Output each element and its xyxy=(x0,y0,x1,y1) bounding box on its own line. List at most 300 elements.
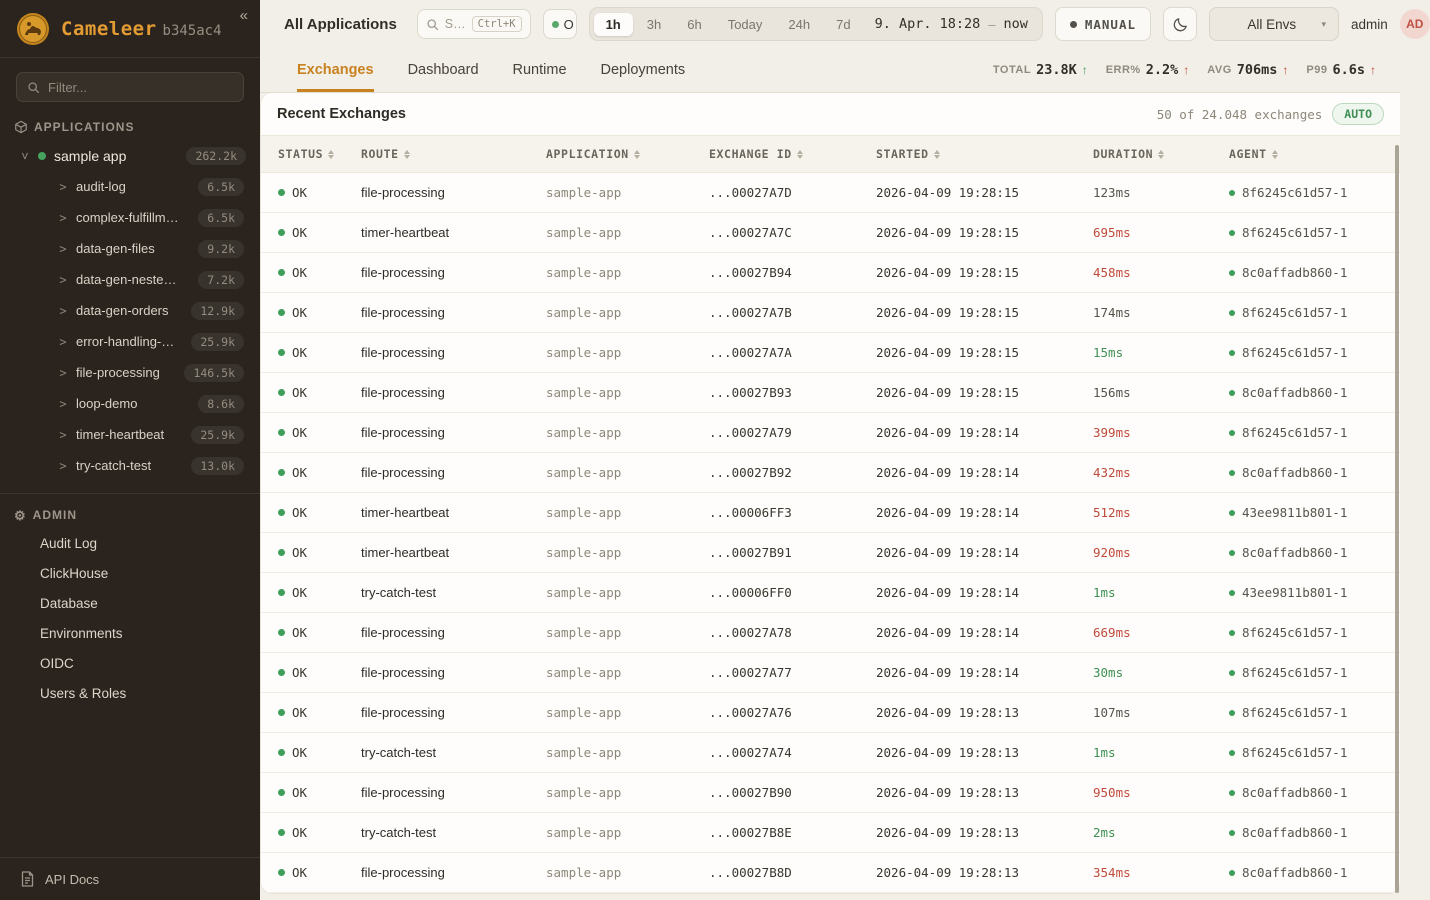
agent-cell xyxy=(1229,585,1400,600)
environment-value: All Envs xyxy=(1247,16,1297,32)
column-header[interactable] xyxy=(876,147,1093,161)
application-cell: sample-app xyxy=(546,225,622,240)
status-ok-dot xyxy=(278,549,285,556)
environment-select[interactable] xyxy=(1209,7,1339,41)
route-count-badge: 9.2k xyxy=(198,240,244,258)
agent-id: 8f6245c61d57-1 xyxy=(1242,425,1348,440)
application-cell: sample-app xyxy=(546,185,622,200)
duration-cell: 432ms xyxy=(1093,465,1131,480)
status-text: OK xyxy=(292,225,308,240)
column-header[interactable] xyxy=(709,147,876,161)
application-cell: sample-app xyxy=(546,425,622,440)
admin-menu-item[interactable]: Database xyxy=(40,595,98,611)
avatar[interactable]: AD xyxy=(1400,9,1430,39)
agent-id: 8c0affadb860-1 xyxy=(1242,385,1348,400)
agent-cell xyxy=(1229,865,1400,880)
panel-title: Recent Exchanges xyxy=(277,106,406,122)
sidebar-item-sample-app[interactable] xyxy=(0,140,260,171)
status-cell xyxy=(278,225,361,240)
agent-id: 8f6245c61d57-1 xyxy=(1242,745,1348,760)
agent-cell xyxy=(1229,425,1400,440)
route-cell: file-processing xyxy=(361,865,445,880)
time-range-button[interactable]: 7d xyxy=(824,13,862,36)
route-cell: file-processing xyxy=(361,305,445,320)
sort-icon xyxy=(1272,150,1278,159)
status-cell xyxy=(278,465,361,480)
duration-cell: 1ms xyxy=(1093,745,1116,760)
sidebar-route-item[interactable] xyxy=(0,388,260,419)
exchange-id-cell: ...00027A7A xyxy=(709,345,792,360)
column-header[interactable] xyxy=(546,147,709,161)
route-cell: file-processing xyxy=(361,185,445,200)
online-status-label: O xyxy=(563,16,574,32)
chevron-right-icon: > xyxy=(59,458,67,473)
route-cell: file-processing xyxy=(361,465,445,480)
search-placeholder: S… xyxy=(444,17,466,31)
status-cell xyxy=(278,625,361,640)
application-cell: sample-app xyxy=(546,585,622,600)
column-header[interactable] xyxy=(1229,147,1400,161)
tab[interactable]: Deployments xyxy=(600,62,686,78)
application-cell: sample-app xyxy=(546,265,622,280)
agent-cell xyxy=(1229,465,1400,480)
table-row[interactable] xyxy=(261,493,1400,533)
duration-cell: 354ms xyxy=(1093,865,1131,880)
scrollbar[interactable] xyxy=(1395,145,1399,893)
duration-cell: 669ms xyxy=(1093,625,1131,640)
status-ok-dot xyxy=(278,669,285,676)
sidebar-route-item[interactable] xyxy=(0,171,260,202)
sidebar-route-item[interactable] xyxy=(0,419,260,450)
application-cell: sample-app xyxy=(546,545,622,560)
sidebar-route-item[interactable] xyxy=(0,326,260,357)
duration-cell: 399ms xyxy=(1093,425,1131,440)
status-cell xyxy=(278,385,361,400)
cameleer-logo-icon xyxy=(16,12,50,46)
status-text: OK xyxy=(292,865,308,880)
tab[interactable]: Exchanges xyxy=(297,48,374,92)
started-cell: 2026-04-09 19:28:13 xyxy=(876,705,1019,720)
agent-cell xyxy=(1229,265,1400,280)
table-row[interactable] xyxy=(261,853,1400,893)
agent-id: 8c0affadb860-1 xyxy=(1242,825,1348,840)
route-cell: try-catch-test xyxy=(361,745,437,760)
table-row[interactable] xyxy=(261,253,1400,293)
agent-status-dot xyxy=(1229,390,1235,396)
status-ok-dot xyxy=(278,269,285,276)
route-cell: file-processing xyxy=(361,265,445,280)
table-row[interactable] xyxy=(261,213,1400,253)
trend-arrow-icon: ↑ xyxy=(1282,63,1289,77)
time-range-button[interactable]: Today xyxy=(716,13,775,36)
route-cell: try-catch-test xyxy=(361,825,437,840)
table-row[interactable] xyxy=(261,773,1400,813)
agent-cell xyxy=(1229,825,1400,840)
started-cell: 2026-04-09 19:28:15 xyxy=(876,185,1019,200)
application-cell: sample-app xyxy=(546,385,622,400)
time-range-button[interactable]: 3h xyxy=(635,13,673,36)
agent-id: 8c0affadb860-1 xyxy=(1242,465,1348,480)
duration-cell: 512ms xyxy=(1093,505,1131,520)
route-name: data-gen-neste… xyxy=(76,272,177,287)
agent-cell xyxy=(1229,225,1400,240)
chevron-right-icon: > xyxy=(59,303,67,318)
status-ok-dot xyxy=(278,309,285,316)
exchange-id-cell: ...00027A74 xyxy=(709,745,792,760)
column-label: AGENT xyxy=(1229,147,1267,161)
duration-cell: 920ms xyxy=(1093,545,1131,560)
table-row[interactable] xyxy=(261,813,1400,853)
app-count-badge: 262.2k xyxy=(186,147,246,165)
application-cell: sample-app xyxy=(546,305,622,320)
status-ok-dot xyxy=(278,349,285,356)
agent-id: 8c0affadb860-1 xyxy=(1242,785,1348,800)
agent-status-dot xyxy=(1229,590,1235,596)
status-cell xyxy=(278,705,361,720)
time-range-buttons xyxy=(594,13,863,36)
status-ok-dot xyxy=(278,509,285,516)
agent-id: 43ee9811b801-1 xyxy=(1242,505,1348,520)
agent-id: 8f6245c61d57-1 xyxy=(1242,225,1348,240)
admin-label: ADMIN xyxy=(32,508,77,522)
route-count-badge: 146.5k xyxy=(184,364,244,382)
route-cell: file-processing xyxy=(361,385,445,400)
sort-icon xyxy=(797,150,803,159)
stat xyxy=(993,62,1088,78)
tab[interactable]: Dashboard xyxy=(407,62,479,78)
column-header[interactable] xyxy=(278,147,361,161)
agent-cell xyxy=(1229,785,1400,800)
route-name: file-processing xyxy=(76,365,160,380)
status-text: OK xyxy=(292,625,308,640)
status-text: OK xyxy=(292,425,308,440)
application-cell: sample-app xyxy=(546,865,622,880)
agent-cell xyxy=(1229,345,1400,360)
exchange-id-cell: ...00027A7D xyxy=(709,185,792,200)
sidebar-header xyxy=(0,0,260,58)
stat xyxy=(1306,62,1376,78)
status-ok-dot xyxy=(278,869,285,876)
status-cell xyxy=(278,825,361,840)
application-cell: sample-app xyxy=(546,745,622,760)
tabs-row xyxy=(260,48,1400,93)
column-label: STATUS xyxy=(278,147,324,161)
agent-cell xyxy=(1229,185,1400,200)
status-cell xyxy=(278,785,361,800)
route-count-badge: 25.9k xyxy=(191,333,244,351)
status-ok-dot xyxy=(278,789,285,796)
started-cell: 2026-04-09 19:28:15 xyxy=(876,265,1019,280)
agent-status-dot xyxy=(1229,630,1235,636)
route-cell: try-catch-test xyxy=(361,585,437,600)
application-cell: sample-app xyxy=(546,625,622,640)
sidebar-route-item[interactable] xyxy=(0,264,260,295)
status-text: OK xyxy=(292,305,308,320)
started-cell: 2026-04-09 19:28:15 xyxy=(876,225,1019,240)
application-cell: sample-app xyxy=(546,705,622,720)
agent-id: 8f6245c61d57-1 xyxy=(1242,185,1348,200)
started-cell: 2026-04-09 19:28:13 xyxy=(876,745,1019,760)
admin-menu-item[interactable]: ClickHouse xyxy=(40,565,109,581)
agent-cell xyxy=(1229,705,1400,720)
agent-id: 43ee9811b801-1 xyxy=(1242,585,1348,600)
status-cell xyxy=(278,865,361,880)
started-cell: 2026-04-09 19:28:14 xyxy=(876,465,1019,480)
route-name: timer-heartbeat xyxy=(76,427,165,442)
sidebar-route-item[interactable] xyxy=(0,233,260,264)
stat-value: 706ms xyxy=(1236,62,1278,78)
global-search[interactable] xyxy=(417,9,531,39)
application-cell: sample-app xyxy=(546,465,622,480)
agent-id: 8c0affadb860-1 xyxy=(1242,545,1348,560)
status-cell xyxy=(278,745,361,760)
stat-label: TOTAL xyxy=(992,64,1032,76)
admin-section xyxy=(0,493,260,708)
manual-dot-icon xyxy=(1070,21,1077,28)
agent-id: 8c0affadb860-1 xyxy=(1242,265,1348,280)
agent-status-dot xyxy=(1229,830,1235,836)
application-cell: sample-app xyxy=(546,785,622,800)
sort-icon xyxy=(404,150,410,159)
stat xyxy=(1106,62,1190,78)
duration-cell: 1ms xyxy=(1093,585,1116,600)
duration-cell: 156ms xyxy=(1093,385,1131,400)
route-name: data-gen-orders xyxy=(76,303,169,318)
route-cell: file-processing xyxy=(361,785,445,800)
username: admin xyxy=(1351,16,1388,32)
exchange-id-cell: ...00027B94 xyxy=(709,265,792,280)
application-cell: sample-app xyxy=(546,505,622,520)
trend-arrow-icon: ↑ xyxy=(1081,63,1088,77)
exchange-id-cell: ...00027A7C xyxy=(709,225,792,240)
started-cell: 2026-04-09 19:28:15 xyxy=(876,345,1019,360)
application-cell: sample-app xyxy=(546,345,622,360)
route-count-badge: 6.5k xyxy=(198,178,244,196)
duration-cell: 695ms xyxy=(1093,225,1131,240)
column-label: STARTED xyxy=(876,147,929,161)
manual-refresh-button[interactable] xyxy=(1055,7,1151,41)
status-cell xyxy=(278,265,361,280)
agent-cell xyxy=(1229,545,1400,560)
time-range-button[interactable]: 6h xyxy=(675,13,713,36)
table-row[interactable] xyxy=(261,373,1400,413)
applications-label: APPLICATIONS xyxy=(34,120,135,134)
table-row[interactable] xyxy=(261,413,1400,453)
stat-value: 2.2% xyxy=(1145,62,1179,78)
status-text: OK xyxy=(292,505,308,520)
status-cell xyxy=(278,505,361,520)
started-cell: 2026-04-09 19:28:15 xyxy=(876,305,1019,320)
stats-bar xyxy=(993,48,1376,92)
agent-status-dot xyxy=(1229,190,1235,196)
chevron-down-icon: ▾ xyxy=(1321,18,1327,29)
table-row[interactable] xyxy=(261,733,1400,773)
exchange-id-cell: ...00006FF0 xyxy=(709,585,792,600)
moon-icon xyxy=(1172,16,1189,33)
range-separator: – xyxy=(988,16,996,32)
duration-cell: 2ms xyxy=(1093,825,1116,840)
started-cell: 2026-04-09 19:28:14 xyxy=(876,505,1019,520)
exchange-id-cell: ...00027B92 xyxy=(709,465,792,480)
sort-icon xyxy=(328,150,334,159)
exchange-id-cell: ...00027B8E xyxy=(709,825,792,840)
sort-icon xyxy=(1158,150,1164,159)
table-row[interactable] xyxy=(261,453,1400,493)
topbar-right xyxy=(1055,7,1430,41)
duration-cell: 174ms xyxy=(1093,305,1131,320)
search-icon xyxy=(27,81,40,94)
chevron-right-icon: > xyxy=(59,272,67,287)
chevron-right-icon: > xyxy=(59,179,67,194)
admin-menu-item[interactable]: Audit Log xyxy=(40,535,98,551)
exchange-id-cell: ...00006FF3 xyxy=(709,505,792,520)
started-cell: 2026-04-09 19:28:15 xyxy=(876,385,1019,400)
exchange-id-cell: ...00027A7B xyxy=(709,305,792,320)
chevron-right-icon: > xyxy=(59,365,67,380)
stat-label: P99 xyxy=(1306,64,1328,76)
table-row[interactable] xyxy=(261,293,1400,333)
table-row[interactable] xyxy=(261,693,1400,733)
sidebar-route-item[interactable] xyxy=(0,202,260,233)
admin-menu-item[interactable]: Environments xyxy=(40,625,123,641)
agent-status-dot xyxy=(1229,230,1235,236)
filter-input[interactable] xyxy=(48,80,233,95)
agent-id: 8f6245c61d57-1 xyxy=(1242,345,1348,360)
table-row[interactable] xyxy=(261,613,1400,653)
route-cell: file-processing xyxy=(361,705,445,720)
recent-exchanges-panel xyxy=(260,93,1400,894)
agent-id: 8f6245c61d57-1 xyxy=(1242,625,1348,640)
sort-icon xyxy=(934,150,940,159)
range-end: now xyxy=(1003,16,1028,32)
started-cell: 2026-04-09 19:28:13 xyxy=(876,825,1019,840)
status-ok-dot xyxy=(278,629,285,636)
started-cell: 2026-04-09 19:28:13 xyxy=(876,865,1019,880)
agent-status-dot xyxy=(1229,750,1235,756)
agent-status-dot xyxy=(1229,470,1235,476)
status-ok-dot xyxy=(278,829,285,836)
status-ok-dot xyxy=(278,589,285,596)
table-row[interactable] xyxy=(261,653,1400,693)
status-ok-dot xyxy=(278,389,285,396)
agent-status-dot xyxy=(1229,430,1235,436)
table-body xyxy=(261,173,1400,893)
topbar xyxy=(260,0,1424,48)
agent-status-dot xyxy=(1229,350,1235,356)
route-name: error-handling-… xyxy=(76,334,175,349)
column-header[interactable] xyxy=(1093,147,1229,161)
status-cell xyxy=(278,665,361,680)
status-cell xyxy=(278,345,361,360)
application-cell: sample-app xyxy=(546,825,622,840)
route-name: try-catch-test xyxy=(76,458,152,473)
status-ok-dot xyxy=(278,709,285,716)
started-cell: 2026-04-09 19:28:14 xyxy=(876,625,1019,640)
sidebar-route-item[interactable] xyxy=(0,357,260,388)
sidebar-route-item[interactable] xyxy=(0,295,260,326)
column-label: APPLICATION xyxy=(546,147,629,161)
status-text: OK xyxy=(292,585,308,600)
agent-cell xyxy=(1229,745,1400,760)
table-row[interactable] xyxy=(261,573,1400,613)
application-cell: sample-app xyxy=(546,665,622,680)
agent-cell xyxy=(1229,385,1400,400)
chevron-right-icon: > xyxy=(59,210,67,225)
column-label: DURATION xyxy=(1093,147,1154,161)
route-cell: file-processing xyxy=(361,625,445,640)
stat-value: 23.8K xyxy=(1036,62,1077,78)
admin-list xyxy=(0,528,260,708)
table-row[interactable] xyxy=(261,173,1400,213)
sidebar-route-item[interactable] xyxy=(0,450,260,481)
status-ok-dot xyxy=(278,189,285,196)
chevron-right-icon: > xyxy=(59,427,67,442)
status-cell xyxy=(278,185,361,200)
time-range-control xyxy=(589,7,1043,41)
table-row[interactable] xyxy=(261,533,1400,573)
duration-cell: 123ms xyxy=(1093,185,1131,200)
time-range-display[interactable] xyxy=(865,16,1038,32)
exchange-id-cell: ...00027A79 xyxy=(709,425,792,440)
status-text: OK xyxy=(292,465,308,480)
agent-id: 8f6245c61d57-1 xyxy=(1242,705,1348,720)
sidebar-collapse-icon[interactable]: « xyxy=(239,7,248,24)
sidebar-item-api-docs[interactable] xyxy=(0,857,260,900)
stat-label: ERR% xyxy=(1105,64,1141,76)
tabs xyxy=(297,48,685,92)
status-text: OK xyxy=(292,265,308,280)
route-name: loop-demo xyxy=(76,396,138,411)
agent-cell xyxy=(1229,505,1400,520)
route-cell: timer-heartbeat xyxy=(361,225,450,240)
status-ok-dot xyxy=(278,469,285,476)
table-header xyxy=(261,135,1400,173)
api-docs-label: API Docs xyxy=(45,871,100,887)
exchange-id-cell: ...00027B8D xyxy=(709,865,792,880)
duration-cell: 950ms xyxy=(1093,785,1131,800)
time-range-button[interactable]: 24h xyxy=(776,13,822,36)
sidebar xyxy=(0,0,260,900)
admin-menu-item[interactable]: Users & Roles xyxy=(40,685,127,701)
cube-icon xyxy=(14,120,28,134)
started-cell: 2026-04-09 19:28:14 xyxy=(876,585,1019,600)
brand xyxy=(61,18,222,40)
route-cell: timer-heartbeat xyxy=(361,545,450,560)
agent-id: 8c0affadb860-1 xyxy=(1242,865,1348,880)
panel-header-right xyxy=(1157,103,1384,125)
route-count-badge: 12.9k xyxy=(191,302,244,320)
app-name: sample app xyxy=(54,147,127,164)
agent-cell xyxy=(1229,625,1400,640)
sidebar-filter[interactable] xyxy=(16,72,244,102)
sort-icon xyxy=(634,150,640,159)
tab[interactable]: Runtime xyxy=(512,62,567,78)
column-header[interactable] xyxy=(361,147,546,161)
theme-toggle-button[interactable] xyxy=(1163,7,1197,41)
connection-status-chip[interactable] xyxy=(543,9,577,39)
chevron-right-icon: > xyxy=(59,396,67,411)
route-name: data-gen-files xyxy=(76,241,155,256)
time-range-button[interactable]: 1h xyxy=(594,13,633,36)
auto-refresh-badge[interactable]: AUTO xyxy=(1332,103,1384,125)
stat-value: 6.6s xyxy=(1332,62,1365,78)
table-row[interactable] xyxy=(261,333,1400,373)
admin-menu-item[interactable]: OIDC xyxy=(40,655,74,671)
column-label: EXCHANGE ID xyxy=(709,147,792,161)
started-cell: 2026-04-09 19:28:14 xyxy=(876,545,1019,560)
status-ok-dot xyxy=(278,429,285,436)
agent-status-dot xyxy=(1229,870,1235,876)
